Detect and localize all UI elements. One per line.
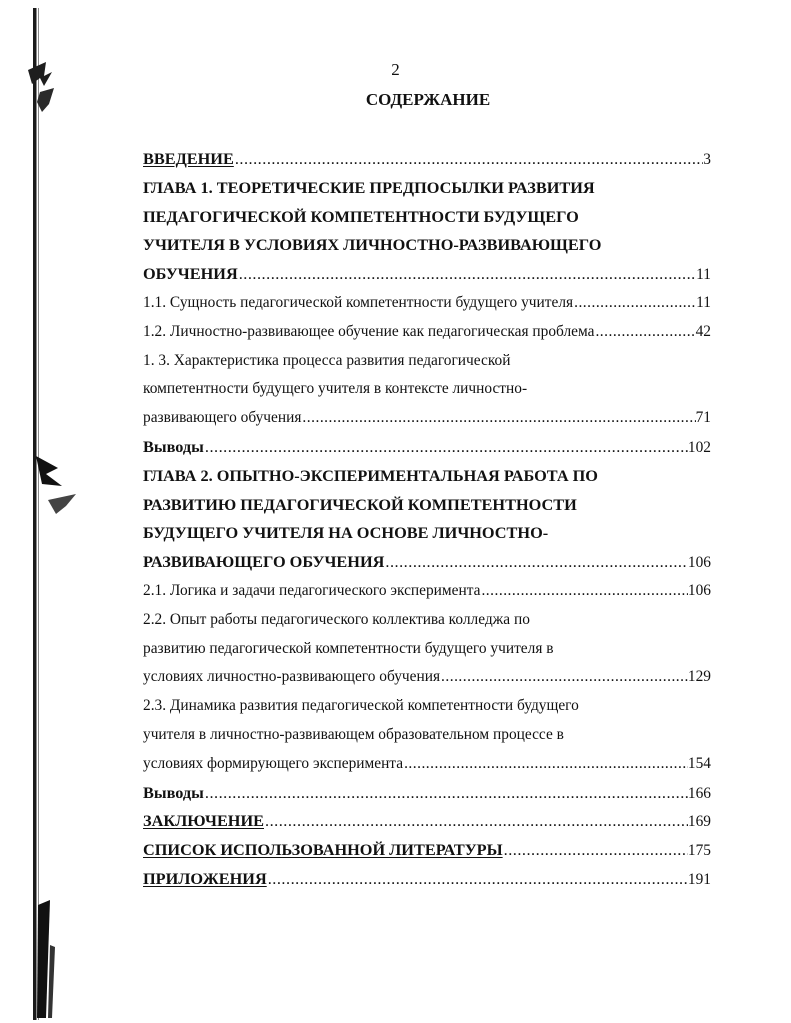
toc-leader-dots: [574, 289, 696, 318]
toc-entry-line: [143, 203, 711, 232]
toc-entry-line: [143, 692, 711, 721]
toc-page-number: 129: [687, 668, 711, 686]
toc-leader-dots: [481, 577, 687, 606]
toc-entry-title: 2.3. Динамика развития педагогической компетентности будущего: [143, 697, 579, 715]
toc-leader-dots: [265, 807, 688, 836]
toc-page-number: 106: [687, 581, 711, 599]
toc-entry-title: 1.1. Сущность педагогической компетентности будущего учителя: [143, 293, 574, 311]
toc-entry: [143, 750, 711, 779]
toc-page-number: 154: [687, 754, 711, 772]
toc-leader-dots: [404, 750, 688, 779]
toc-entry-title: учителя в личностно-развивающем образовательном процессе в: [143, 725, 564, 743]
toc-leader-dots: [441, 663, 688, 692]
toc-entry-title: РАЗВИТИЮ ПЕДАГОГИЧЕСКОЙ КОМПЕТЕНТНОСТИ: [143, 494, 577, 514]
toc-entry-title: 2.1. Логика и задачи педагогического эксперимента: [143, 581, 481, 599]
toc-entry-title: развивающего обучения: [143, 409, 302, 427]
toc-entry: [143, 577, 711, 606]
toc-entry: [143, 807, 711, 836]
toc-entry-title: ГЛАВА 2. ОПЫТНО-ЭКСПЕРИМЕНТАЛЬНАЯ РАБОТА ПО: [143, 465, 598, 485]
toc-entry: [143, 548, 711, 577]
toc-leader-dots: [239, 260, 696, 289]
toc-entry-line: [143, 606, 711, 635]
toc-entry-title: ВВЕДЕНИЕ: [143, 149, 234, 168]
toc-entry-title: БУДУЩЕГО УЧИТЕЛЯ НА ОСНОВЕ ЛИЧНОСТНО-: [143, 523, 549, 543]
toc-entry-title: 2.2. Опыт работы педагогического коллектива колледжа по: [143, 610, 530, 628]
toc-entry: [143, 836, 711, 865]
toc-entry-title: Выводы: [143, 436, 204, 456]
toc-page-number: 191: [687, 870, 711, 888]
table-of-contents: [143, 145, 711, 894]
toc-leader-dots: [268, 865, 688, 894]
toc-leader-dots: [385, 548, 688, 577]
toc-entry-title: ОБУЧЕНИЯ: [143, 264, 238, 284]
toc-page-number: 3: [703, 151, 711, 168]
toc-entry: [143, 663, 711, 692]
toc-page-number: 71: [695, 409, 711, 427]
toc-entry: [143, 145, 711, 174]
toc-page-number: 11: [696, 293, 711, 311]
page-number: 2: [391, 60, 400, 79]
toc-entry: [143, 289, 711, 318]
toc-leader-dots: [205, 433, 688, 462]
toc-entry-title: компетентности будущего учителя в контексте личностно-: [143, 380, 528, 398]
toc-leader-dots: [595, 318, 695, 347]
toc-page-number: 11: [696, 266, 711, 284]
toc-entry-line: [143, 491, 711, 520]
toc-entry: [143, 779, 711, 808]
toc-entry-line: [143, 375, 711, 404]
toc-entry-line: [143, 721, 711, 750]
toc-entry-line: [143, 231, 711, 260]
toc-page-number: 102: [687, 438, 711, 456]
toc-entry-title: условиях личностно-развивающего обучения: [143, 668, 441, 686]
toc-entry-title: УЧИТЕЛЯ В УСЛОВИЯХ ЛИЧНОСТНО-РАЗВИВАЮЩЕГО: [143, 235, 602, 255]
toc-entry: [143, 404, 711, 433]
toc-entry-title: ГЛАВА 1. ТЕОРЕТИЧЕСКИЕ ПРЕДПОСЫЛКИ РАЗВИТИЯ: [143, 177, 595, 197]
toc-entry-title: 1. 3. Характеристика процесса развития педагогической: [143, 351, 511, 369]
toc-entry-title: Выводы: [143, 782, 204, 802]
toc-page-number: 106: [687, 554, 711, 572]
toc-entry-title: СПИСОК ИСПОЛЬЗОВАННОЙ ЛИТЕРАТУРЫ: [143, 840, 503, 860]
toc-entry-title: РАЗВИВАЮЩЕГО ОБУЧЕНИЯ: [143, 552, 385, 572]
toc-page-number: 169: [687, 813, 711, 831]
toc-page-number: 175: [687, 842, 711, 860]
toc-entry-title: 1.2. Личностно-развивающее обучение как педагогическая проблема: [143, 322, 595, 340]
toc-entry-line: [143, 174, 711, 203]
toc-entry-title: ПЕДАГОГИЧЕСКОЙ КОМПЕТЕНТНОСТИ БУДУЩЕГО: [143, 206, 579, 226]
toc-entry-line: [143, 462, 711, 491]
toc-entry-title: условиях формирующего эксперимента: [143, 754, 404, 772]
toc-entry-line: [143, 347, 711, 376]
toc-entry-title: развитию педагогической компетентности будущего учителя в: [143, 639, 554, 657]
toc-page-number: 42: [695, 322, 711, 340]
toc-leader-dots: [205, 779, 688, 808]
toc-entry: [143, 318, 711, 347]
toc-entry-title: ЗАКЛЮЧЕНИЕ: [143, 811, 264, 831]
page-title: СОДЕРЖАНИЕ: [365, 90, 491, 109]
toc-entry: [143, 260, 711, 289]
toc-entry: [143, 865, 711, 894]
toc-entry-line: [143, 519, 711, 548]
toc-leader-dots: [504, 836, 688, 865]
toc-entry: [143, 433, 711, 462]
toc-entry-title: ПРИЛОЖЕНИЯ: [143, 868, 267, 888]
toc-page-number: 166: [687, 784, 711, 802]
toc-leader-dots: [302, 404, 695, 433]
toc-entry-line: [143, 635, 711, 664]
toc-leader-dots: [235, 145, 703, 174]
